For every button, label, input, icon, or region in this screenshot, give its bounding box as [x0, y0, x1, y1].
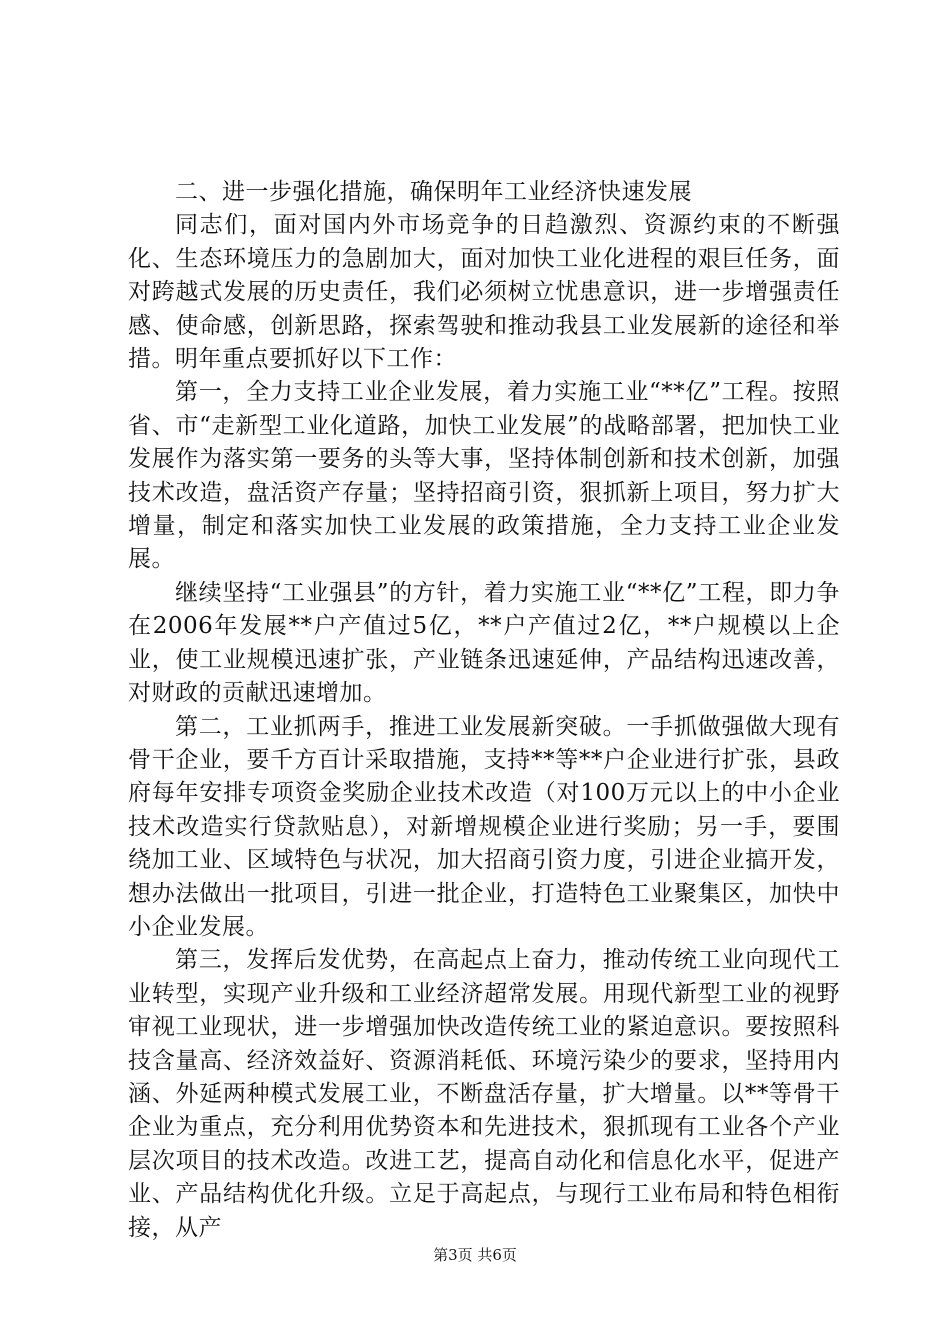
paragraph-intro: 同志们，面对国内外市场竞争的日趋激烈、资源约束的不断强化、生态环境压力的急剧加大，面对加快工业化进程的艰巨任务，面对跨越式发展的历史责任，我们必须树立忧患意识，进一步增强责任感、使命感，创新思路，探索驾驶和推动我县工业发展新的途径和举措。明年重点要抓好以下工作： — [128, 212, 840, 373]
paragraph-second-measure: 第二，工业抓两手，推进工业发展新突破。一手抓做强做大现有骨干企业，要千方百计采取措施，支持**等**户企业进行扩张，县政府每年安排专项资金奖励企业技术改造（对100万元以上的中小企业技术改造实行贷款贴息），对新增规模企业进行奖励；另一手，要围绕加工业、区域特色与状况，加大招商引资力度，引进企业搞开发，想办法做出一批项目，引进一批企业，打造特色工业聚集区，加快中小企业发展。 — [128, 713, 840, 940]
paragraph-first-measure: 第一，全力支持工业企业发展，着力实施工业“**亿”工程。按照省、市“走新型工业化道路，加快工业发展”的战略部署，把加快工业发展作为落实第一要务的头等大事，坚持体制创新和技术创新，加强技术改造，盘活资产存量；坚持招商引资，狠抓新上项目，努力扩大增量，制定和落实加快工业发展的政策措施，全力支持工业企业发展。 — [128, 379, 840, 573]
document-body — [128, 176, 840, 1245]
paragraph-third-measure: 第三，发挥后发优势，在高起点上奋力，推动传统工业向现代工业转型，实现产业升级和工业经济超常发展。用现代新型工业的视野审视工业现状，进一步增强加快改造传统工业的紧迫意识。要按照科技含量高、经济效益好、资源消耗低、环境污染少的要求，坚持用内涵、外延两种模式发展工业，不断盘活存量，扩大增量。以**等骨干企业为重点，充分利用优势资本和先进技术，狠抓现有工业各个产业层次项目的技术改造。改进工艺，提高自动化和信息化水平，促进产业、产品结构优化升级。立足于高起点，与现行工业布局和特色相衔接，从产 — [128, 947, 840, 1241]
paragraph-industry-strong-county: 继续坚持“工业强县”的方针，着力实施工业“**亿”工程，即力争在2006年发展**户产值过5亿，**户产值过2亿，**户规模以上企业，使工业规模迅速扩张，产业链条迅速延伸，产品结构迅速改善，对财政的贡献迅速增加。 — [128, 579, 840, 707]
page-number-footer: 第3页 共6页 — [433, 1246, 517, 1264]
section-heading: 二、进一步强化措施，确保明年工业经济快速发展 — [175, 179, 692, 205]
